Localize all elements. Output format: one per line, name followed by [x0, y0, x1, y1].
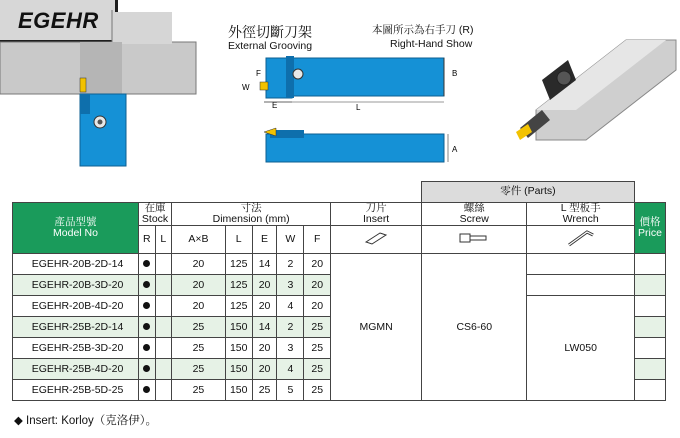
dim-label-l: L: [356, 103, 361, 112]
stock-r-cell: [139, 338, 156, 359]
dim-e-cell: 20: [252, 275, 277, 296]
dim-axb-cell: 25: [172, 359, 226, 380]
dim-l-cell: 150: [225, 317, 252, 338]
dim-f-cell: 25: [304, 338, 331, 359]
dim-axb-cell: 20: [172, 296, 226, 317]
price-cell: [634, 359, 665, 380]
insert-value: MGMN: [331, 254, 422, 401]
dim-e-cell: 14: [252, 254, 277, 275]
product-name-cn: 外徑切斷刀架: [228, 24, 312, 40]
dim-label-e: E: [272, 101, 278, 110]
model-cell: EGEHR-25B-2D-14: [13, 317, 139, 338]
wrench-header: L 型板手 Wrench: [527, 203, 634, 226]
dim-label-f: F: [256, 69, 261, 78]
sub-header-r: R: [139, 226, 156, 254]
footnote: ◆ Insert: Korloy（克洛伊）。: [14, 415, 158, 427]
tool-technical-drawing: [236, 52, 468, 172]
product-name-en: External Grooving: [228, 40, 313, 52]
dim-f-cell: 25: [304, 317, 331, 338]
sub-header-e: E: [252, 226, 277, 254]
dim-f-cell: 25: [304, 380, 331, 401]
table-row: [13, 254, 666, 275]
stock-l-cell: [155, 317, 172, 338]
stock-l-cell: [155, 338, 172, 359]
price-cell: [634, 317, 665, 338]
wrench-cell-empty: [527, 275, 634, 296]
wrench-cell-empty: [527, 254, 634, 275]
dim-w-cell: 2: [277, 317, 304, 338]
dim-axb-cell: 25: [172, 317, 226, 338]
dim-w-cell: 4: [277, 296, 304, 317]
parts-group-header: 零件 (Parts): [422, 182, 635, 203]
stock-r-cell: [139, 359, 156, 380]
stock-r-cell: [139, 275, 156, 296]
dim-e-cell: 20: [252, 359, 277, 380]
dim-e-cell: 20: [252, 296, 277, 317]
dim-f-cell: 25: [304, 359, 331, 380]
sub-header-length: L: [225, 226, 252, 254]
dim-f-cell: 20: [304, 275, 331, 296]
stock-l-cell: [155, 296, 172, 317]
dim-w-cell: 5: [277, 380, 304, 401]
in-stock-dot: [143, 281, 150, 288]
dim-e-cell: 25: [252, 380, 277, 401]
stock-l-cell: [155, 380, 172, 401]
price-header: 價格 Price: [634, 203, 665, 254]
insert-icon: [331, 226, 422, 254]
model-cell: EGEHR-25B-3D-20: [13, 338, 139, 359]
dim-label-b: B: [452, 69, 458, 78]
screw-value: CS6-60: [422, 254, 527, 401]
sub-header-w: W: [277, 226, 304, 254]
price-cell: [634, 380, 665, 401]
wrench-icon: [527, 226, 634, 254]
dim-l-cell: 150: [225, 359, 252, 380]
model-cell: EGEHR-25B-5D-25: [13, 380, 139, 401]
wrench-value: LW050: [527, 296, 634, 401]
screw-icon: [422, 226, 527, 254]
price-cell: [634, 275, 665, 296]
model-cell: EGEHR-20B-3D-20: [13, 275, 139, 296]
tool-side-view: [0, 0, 200, 172]
dim-l-cell: 125: [225, 254, 252, 275]
sub-header-f: F: [304, 226, 331, 254]
spec-table: [12, 181, 666, 401]
sub-header-axb: A×B: [172, 226, 226, 254]
model-cell: EGEHR-25B-4D-20: [13, 359, 139, 380]
model-header: 產品型號 Model No: [13, 203, 139, 254]
stock-r-cell: [139, 380, 156, 401]
dim-w-cell: 2: [277, 254, 304, 275]
hand-note-en: Right-Hand Show: [390, 38, 473, 50]
dim-label-w: W: [242, 83, 250, 92]
dim-e-cell: 20: [252, 338, 277, 359]
page-title: EGEHR: [18, 8, 99, 33]
stock-l-cell: [155, 275, 172, 296]
hand-note-cn: 本圖所示為右手刀 (R): [372, 24, 474, 36]
price-cell: [634, 254, 665, 275]
stock-r-cell: [139, 317, 156, 338]
in-stock-dot: [143, 365, 150, 372]
dim-axb-cell: 25: [172, 380, 226, 401]
price-cell: [634, 338, 665, 359]
stock-l-cell: [155, 254, 172, 275]
stock-r-cell: [139, 254, 156, 275]
dim-axb-cell: 20: [172, 254, 226, 275]
in-stock-dot: [143, 302, 150, 309]
tool-3d-render: [506, 0, 680, 160]
dim-l-cell: 150: [225, 380, 252, 401]
dim-w-cell: 3: [277, 338, 304, 359]
dim-w-cell: 3: [277, 275, 304, 296]
dim-l-cell: 125: [225, 275, 252, 296]
stock-header: 在庫 Stock: [139, 203, 172, 226]
dim-w-cell: 4: [277, 359, 304, 380]
dim-axb-cell: 20: [172, 275, 226, 296]
dim-l-cell: 125: [225, 296, 252, 317]
stock-r-cell: [139, 296, 156, 317]
screw-header: 螺絲 Screw: [422, 203, 527, 226]
dimension-header: 寸法 Dimension (mm): [172, 203, 331, 226]
dim-e-cell: 14: [252, 317, 277, 338]
dim-label-a: A: [452, 145, 458, 154]
in-stock-dot: [143, 386, 150, 393]
model-cell: EGEHR-20B-4D-20: [13, 296, 139, 317]
stock-l-cell: [155, 359, 172, 380]
dim-l-cell: 150: [225, 338, 252, 359]
sub-header-l: L: [155, 226, 172, 254]
price-cell: [634, 296, 665, 317]
in-stock-dot: [143, 344, 150, 351]
insert-header: 刀片 Insert: [331, 203, 422, 226]
in-stock-dot: [143, 323, 150, 330]
dim-f-cell: 20: [304, 296, 331, 317]
in-stock-dot: [143, 260, 150, 267]
dim-f-cell: 20: [304, 254, 331, 275]
dim-axb-cell: 25: [172, 338, 226, 359]
model-cell: EGEHR-20B-2D-14: [13, 254, 139, 275]
